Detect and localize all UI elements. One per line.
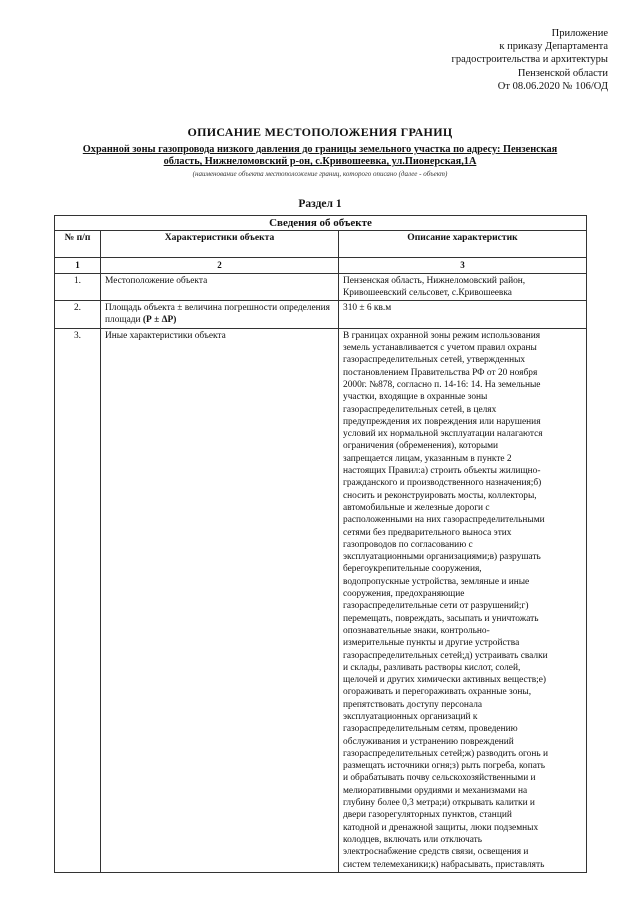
- restrictions-line: газопроводов по согласованию с: [343, 539, 473, 550]
- characteristic-formula: (Р ± ΔР): [142, 315, 177, 326]
- restrictions-line: постановлением Правительства РФ от 20 ноября: [343, 367, 538, 378]
- characteristic-text: Площадь объекта ± величина погрешности определения площади: [105, 303, 330, 326]
- object-name-note: (наименование объекта местоположение границ, которого описано (далее - объект): [192, 170, 448, 178]
- restrictions-line: щелочей и других химически активных веществ;е): [343, 675, 547, 686]
- restrictions-line: запрещается лицам, указанным в пункте 2: [343, 453, 512, 464]
- appendix-block: [348, 27, 608, 93]
- restrictions-line: В границах охранной зоны режим использования: [343, 330, 541, 341]
- restrictions-line: гражданского и производственного назначения;б): [343, 478, 542, 489]
- restrictions-line: участки, входящие в охранные зоны: [343, 392, 488, 403]
- appendix-line: градостроительства и архитектуры: [451, 54, 608, 66]
- restrictions-line: водопропускные устройства, земляные и иные: [343, 576, 530, 587]
- restrictions-line: автомобильные и железные дороги с: [343, 502, 490, 513]
- column-number: 1: [55, 258, 101, 273]
- header-characteristic: Характеристики объекта: [101, 231, 339, 258]
- row-number: 2.: [55, 301, 101, 329]
- object-name-line-2: область, Нижнеломовский р-он, с.Кривошеевка, ул.Пионерская,1А: [163, 156, 477, 168]
- row-number: 1.: [55, 273, 101, 301]
- header-description: Описание характеристик: [339, 231, 587, 258]
- restrictions-line: газораспределительные сети от разрушений;г): [343, 601, 529, 612]
- column-number: 2: [101, 258, 339, 273]
- appendix-line: к приказу Департамента: [499, 41, 608, 53]
- restrictions-line: берегоукрепительные сооружения,: [343, 564, 482, 575]
- table-row: [55, 301, 587, 329]
- document-title: ОПИСАНИЕ МЕСТОПОЛОЖЕНИЯ ГРАНИЦ: [187, 125, 453, 139]
- restrictions-text: [343, 330, 582, 871]
- restrictions-line: электроснабжение средств связи, освещения и: [343, 847, 529, 858]
- restrictions-line: ограничения (обременения), которыми: [343, 441, 499, 452]
- row-number: 3.: [55, 328, 101, 872]
- restrictions-line: предупреждения их повреждения или нарушения: [343, 416, 541, 427]
- restrictions-line: сетями без предварительного выноса этих: [343, 527, 512, 538]
- column-number: 3: [339, 258, 587, 273]
- restrictions-line: огораживать и перегораживать охранные зоны,: [343, 687, 532, 698]
- restrictions-line: колодцев, включать или отключать: [343, 834, 483, 845]
- column-number-row: [55, 258, 587, 273]
- row-description: [339, 328, 587, 872]
- restrictions-line: и склады, разливать растворы кислот, солей,: [343, 662, 521, 673]
- appendix-line: От 08.06.2020 № 106/ОД: [497, 80, 608, 92]
- table-caption: Сведения об объекте: [55, 216, 587, 231]
- restrictions-line: эксплуатационных организаций к: [343, 711, 478, 722]
- restrictions-line: обслуживания и устранению повреждений: [343, 736, 514, 747]
- table-caption-row: [55, 216, 587, 231]
- restrictions-line: и обрабатывать почву сельскохозяйственными и: [343, 773, 536, 784]
- appendix-line: Пензенской области: [517, 67, 608, 79]
- section-title: Раздел 1: [298, 198, 342, 210]
- restrictions-line: сооружения, предохраняющие: [343, 589, 465, 600]
- restrictions-line: газораспределительных сетей;д) устраивать свалки: [343, 650, 548, 661]
- restrictions-line: газораспределительных сетей;ж) разводить огонь и: [343, 748, 549, 759]
- restrictions-line: размещать источники огня;з) рыть погреба, копать: [343, 761, 546, 772]
- appendix-line: Приложение: [551, 28, 608, 39]
- restrictions-line: расположенными на них газораспределительными: [343, 515, 545, 526]
- row-description: 310 ± 6 кв.м: [339, 301, 587, 329]
- object-name-line-1: Охранной зоны газопровода низкого давления до границы земельного участка по адресу: Пензенская: [82, 144, 558, 155]
- table-header-row: [55, 231, 587, 258]
- restrictions-line: газораспределительным сетям, проведению: [343, 724, 518, 735]
- restrictions-line: эксплуатационными организациями;в) разрушать: [343, 552, 541, 563]
- object-info-table: [54, 215, 587, 873]
- restrictions-line: двери газорегуляторных пунктов, станций: [343, 810, 512, 821]
- restrictions-line: глубину более 0,3 метра;и) открывать калитки и: [343, 798, 535, 809]
- row-characteristic: [101, 301, 339, 329]
- row-characteristic: Местоположение объекта: [101, 273, 339, 301]
- row-characteristic: Иные характеристики объекта: [101, 328, 339, 872]
- restrictions-line: измерительные пункты и другие устройства: [343, 638, 520, 649]
- restrictions-line: препятствовать доступу персонала: [343, 699, 483, 710]
- restrictions-line: условий их нормальной эксплуатации налагаются: [343, 429, 543, 440]
- table-row: [55, 328, 587, 872]
- restrictions-line: систем телемеханики;к) набрасывать, приставлять: [343, 859, 545, 870]
- restrictions-line: настоящих Правил:а) строить объекты жилищно-: [343, 466, 541, 477]
- restrictions-line: газораспределительных сетей, утвержденных: [343, 355, 526, 366]
- restrictions-line: 2000г. №878, согласно п. 14-16: 14. На земельные: [343, 379, 541, 390]
- row-description: Пензенская область, Нижнеломовский район, Кривошеевский сельсовет, с.Кривошеевка: [339, 273, 587, 301]
- restrictions-line: мелиоративными орудиями и механизмами на: [343, 785, 528, 796]
- restrictions-line: газораспределительных сетей, в целях: [343, 404, 497, 415]
- object-name: [60, 144, 580, 169]
- table-row: [55, 273, 587, 301]
- restrictions-line: опознавательные знаки, контрольно-: [343, 625, 490, 636]
- restrictions-line: катодной и дренажной защиты, люки подземных: [343, 822, 539, 833]
- restrictions-line: земель устанавливается с учетом правил охраны: [343, 343, 537, 354]
- restrictions-line: сносить и реконструировать мосты, коллекторы,: [343, 490, 537, 501]
- restrictions-line: перемещать, повреждать, засыпать и уничтожать: [343, 613, 539, 624]
- header-num: № п/п: [55, 231, 101, 258]
